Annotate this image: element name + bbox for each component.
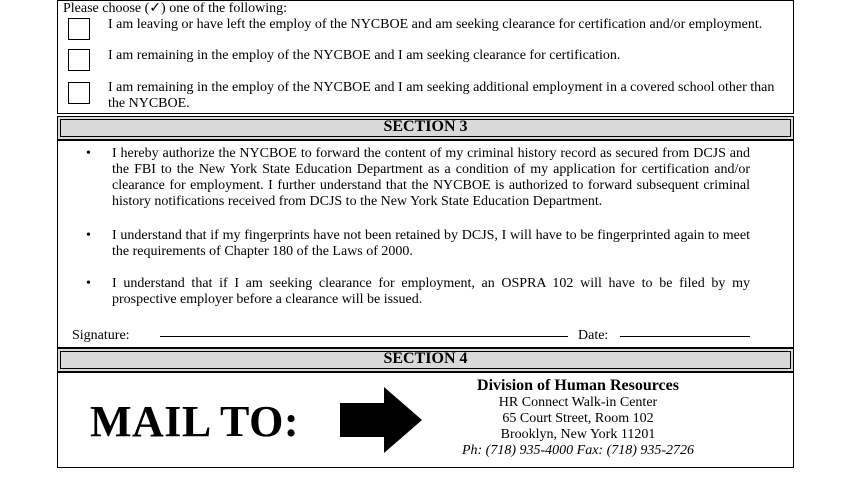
address-line2: 65 Court Street, Room 102 [502,411,654,426]
section4-header [57,348,794,372]
checkbox-remaining-additional[interactable] [68,82,90,104]
choose-prompt: Please choose (✓) one of the following: [63,1,288,16]
date-label: Date: [578,328,609,343]
checkbox-leaving[interactable] [68,18,90,40]
date-line[interactable] [620,336,750,337]
address-org: Division of Human Resources [477,377,679,394]
bullet-2: • [86,228,91,243]
section3-title: SECTION 3 [383,118,468,135]
signature-line[interactable] [160,336,568,337]
right-arrow-icon [338,385,424,455]
option-leaving-label: I am leaving or have left the employ of the NYCBOE and am seeking clearance for certification and/or employment. [108,17,763,32]
section3-header [57,116,794,140]
address-line3: Brooklyn, New York 11201 [500,427,656,442]
address-phone-fax: Ph: (718) 935-4000 Fax: (718) 935-2726 [461,443,695,458]
authorization-paragraph: I hereby authorize the NYCBOE to forward the content of my criminal history record as secured from DCJS and the FBI to the New York State Education Department as a condition of my application for certification and/or clearance for employment. I further understand that the NYCBOE is authorized to forward subsequent criminal history notifications received from DCJS to the New York State Education Department. [112,146,750,209]
option-remaining-certification-label: I am remaining in the employ of the NYCBOE and I am seeking clearance for certification. [108,48,621,63]
bullet-3: • [86,276,91,291]
ospra-paragraph: I understand that if I am seeking clearance for employment, an OSPRA 102 will have to be filed by my prospective employer before a clearance will be issued. [112,276,750,307]
option-remaining-additional-label-line2: the NYCBOE. [108,96,190,111]
mail-to-heading: MAIL TO: [90,397,299,446]
address-line1: HR Connect Walk-in Center [498,395,658,410]
bullet-1: • [86,146,91,161]
option-remaining-additional-label-line1: I am remaining in the employ of the NYCBOE and I am seeking additional employment in a covered school other than [108,80,775,95]
checkbox-remaining-certification[interactable] [68,49,90,71]
section4-title: SECTION 4 [383,350,468,367]
signature-label: Signature: [72,328,130,343]
fingerprints-paragraph: I understand that if my fingerprints have not been retained by DCJS, I will have to be fingerprinted again to meet the requirements of Chapter 180 of the Laws of 2000. [112,228,750,259]
